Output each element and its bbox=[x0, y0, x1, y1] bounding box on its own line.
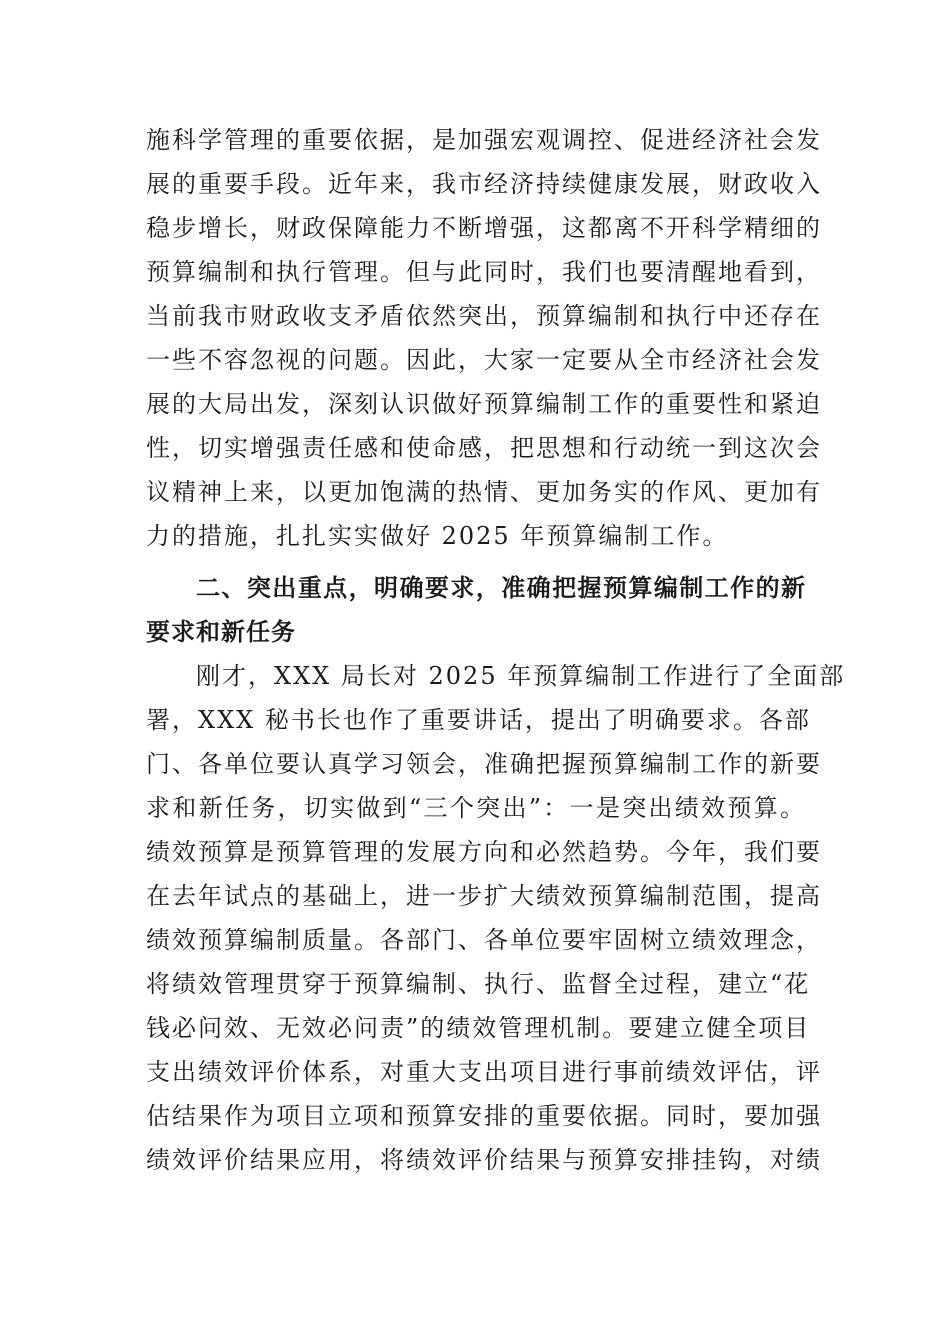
paragraph-2-line: 在去年试点的基础上，进一步扩大绩效预算编制范围，提高 bbox=[146, 882, 822, 910]
paragraph-2-line: 钱必问效、无效必问责”的绩效管理机制。要建立健全项目 bbox=[146, 1014, 811, 1042]
paragraph-2-line: 求和新任务，切实做到“三个突出”：一是突出绩效预算。 bbox=[146, 794, 806, 822]
paragraph-1-line: 预算编制和执行管理。但与此同时，我们也要清醒地看到， bbox=[146, 258, 822, 286]
paragraph-2-line: 支出绩效评价体系，对重大支出项目进行事前绩效评估，评 bbox=[146, 1058, 822, 1086]
paragraph-2-line: 门、各单位要认真学习领会，准确把握预算编制工作的新要 bbox=[146, 750, 822, 778]
paragraph-1-line: 性，切实增强责任感和使命感，把思想和行动统一到这次会 bbox=[146, 434, 822, 462]
paragraph-1-line: 一些不容忽视的问题。因此，大家一定要从全市经济社会发 bbox=[146, 346, 822, 374]
paragraph-1-line: 议精神上来，以更加饱满的热情、更加务实的作风、更加有 bbox=[146, 478, 822, 506]
paragraph-1-line: 施科学管理的重要依据，是加强宏观调控、促进经济社会发 bbox=[146, 126, 822, 154]
paragraph-1-line: 当前我市财政收支矛盾依然突出，预算编制和执行中还存在 bbox=[146, 302, 822, 330]
paragraph-2-line: 估结果作为项目立项和预算安排的重要依据。同时，要加强 bbox=[146, 1102, 822, 1130]
section-2-heading-line: 二、突出重点，明确要求，准确把握预算编制工作的新 bbox=[196, 574, 806, 602]
paragraph-1-line: 展的重要手段。近年来，我市经济持续健康发展，财政收入 bbox=[146, 170, 822, 198]
paragraph-2-line: 将绩效管理贯穿于预算编制、执行、监督全过程，建立“花 bbox=[146, 970, 811, 998]
paragraph-1-line: 稳步增长，财政保障能力不断增强，这都离不开科学精细的 bbox=[146, 214, 822, 242]
paragraph-1-line: 力的措施，扎扎实实做好 2025 年预算编制工作。 bbox=[146, 522, 729, 550]
paragraph-2-line: 绩效预算是预算管理的发展方向和必然趋势。今年，我们要 bbox=[146, 838, 822, 866]
paragraph-1-line: 展的大局出发，深刻认识做好预算编制工作的重要性和紧迫 bbox=[146, 390, 822, 418]
paragraph-2-line: 绩效预算编制质量。各部门、各单位要牢固树立绩效理念， bbox=[146, 926, 822, 954]
section-2-heading bbox=[146, 566, 806, 654]
paragraph-2 bbox=[146, 654, 846, 1182]
section-2-heading-line: 要求和新任务 bbox=[146, 618, 296, 646]
paragraph-2-line: 署，XXX 秘书长也作了重要讲话，提出了明确要求。各部 bbox=[146, 706, 811, 734]
paragraph-1 bbox=[146, 118, 822, 558]
paragraph-2-line: 刚才，XXX 局长对 2025 年预算编制工作进行了全面部 bbox=[196, 662, 846, 690]
paragraph-2-line: 绩效评价结果应用，将绩效评价结果与预算安排挂钩，对绩 bbox=[146, 1146, 822, 1174]
